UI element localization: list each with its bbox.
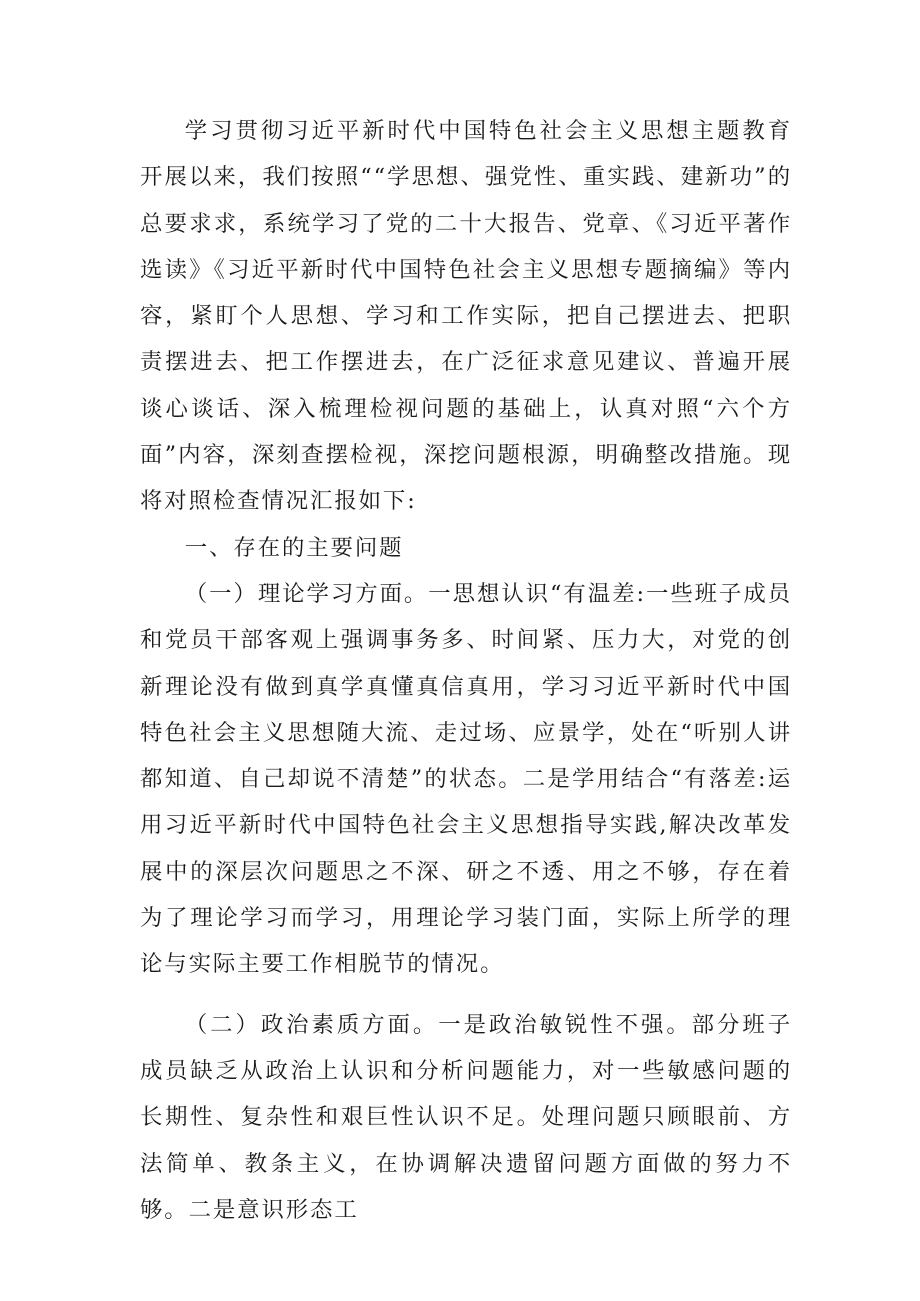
intro-paragraph: 学习贯彻习近平新时代中国特色社会主义思想主题教育开展以来，我们按照““学思想、强党性、重实践、建新功”的总要求求，系统学习了党的二十大报告、党章、《习近平著作选读》《习近平新时代中国特色社会主义思想专题摘编》等内容，紧盯个人思想、学习和工作实际，把自己摆进去、把职责摆进去、把工作摆进去，在广泛征求意见建议、普遍开展谈心谈话、深入梳理检视问题的基础上，认真对照“六个方面”内容，深刻查摆检视，深挖问题根源，明确整改措施。现将对照检查情况汇报如下:: [140, 118, 792, 515]
section-heading: 一、存在的主要问题: [184, 534, 404, 561]
theory-study-paragraph: （一）理论学习方面。一思想认识“有温差:一些班子成员和党员干部客观上强调事务多、时间紧、压力大，对党的创新理论没有做到真学真懂真信真用，学习习近平新时代中国特色社会主义思想随大流、走过场、应景学，处在“听别人讲都知道、自己却说不清楚”的状态。二是学用结合“有落差:运用习近平新时代中国特色社会主义思想指导实践,解决改革发展中的深层次问题思之不深、研之不透、用之不够，存在着为了理论学习而学习，用理论学习装门面，实际上所学的理论与实际主要工作相脱节的情况。: [140, 580, 792, 978]
document-body: [140, 108, 792, 1233]
political-quality-paragraph: （二）政治素质方面。一是政治敏锐性不强。部分班子成员缺乏从政治上认识和分析问题能力，对一些敏感问题的长期性、复杂性和艰巨性认识不足。处理问题只顾眼前、方法简单、教条主义，在协调解决遗留问题方面做的努力不够。二是意识形态工: [140, 1011, 792, 1223]
